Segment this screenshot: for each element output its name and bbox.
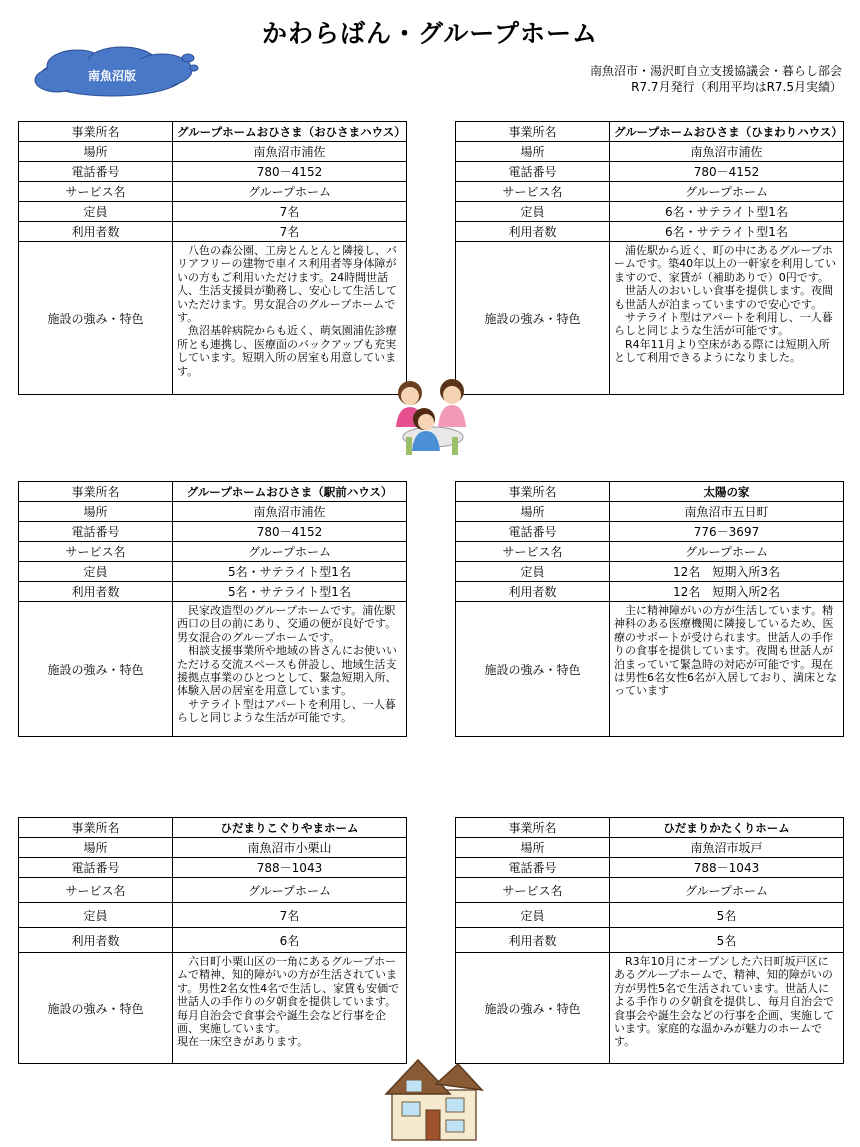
facility-card-4 xyxy=(455,481,844,737)
facility-users: 6名 xyxy=(173,928,407,953)
facility-features: 浦佐駅から近く、町の中にあるグループホームです。築40年以上の一軒家を利用していますので、家賃が（補助ありで）0円です。 世話人のおいしい食事を提供します。夜間も世話人が泊まっていますので安心です。 サテライト型はアパートを利用し、一人暮らしと同じような生活が可能です。 R4年11月より空床がある際には短期入所として利用できるようになりました。 xyxy=(610,242,844,395)
facility-users: 12名 短期入所2名 xyxy=(610,582,844,602)
facility-location: 南魚沼市坂戸 xyxy=(610,838,844,858)
label-service: サービス名 xyxy=(456,542,610,562)
label-users: 利用者数 xyxy=(19,222,173,242)
label-name: 事業所名 xyxy=(456,818,610,838)
facility-service: グループホーム xyxy=(173,542,407,562)
label-users: 利用者数 xyxy=(19,928,173,953)
facility-users: 5名 xyxy=(610,928,844,953)
label-phone: 電話番号 xyxy=(456,858,610,878)
publisher-info xyxy=(590,63,842,95)
facility-location: 南魚沼市小栗山 xyxy=(173,838,407,858)
label-capacity: 定員 xyxy=(19,562,173,582)
label-features: 施設の強み・特色 xyxy=(456,953,610,1064)
label-location: 場所 xyxy=(19,838,173,858)
label-phone: 電話番号 xyxy=(19,162,173,182)
facility-features: R3年10月にオープンした六日町坂戸区にあるグループホームで、精神、知的障がいの方が男性5名で生活されています。世話人による手作りの夕朝食を提供し、毎月自治会で食事会や誕生会などの行事を企画、実施しています。家庭的な温かみが魅力のホームです。 xyxy=(610,953,844,1064)
facility-name: 太陽の家 xyxy=(610,482,844,502)
label-capacity: 定員 xyxy=(456,903,610,928)
facility-card-2 xyxy=(455,121,844,395)
label-location: 場所 xyxy=(19,142,173,162)
facility-service: グループホーム xyxy=(610,878,844,903)
label-features: 施設の強み・特色 xyxy=(19,953,173,1064)
label-phone: 電話番号 xyxy=(456,522,610,542)
label-location: 場所 xyxy=(456,142,610,162)
facility-phone: 776－3697 xyxy=(610,522,844,542)
facility-service: グループホーム xyxy=(173,878,407,903)
label-name: 事業所名 xyxy=(456,482,610,502)
facility-service: グループホーム xyxy=(610,182,844,202)
facility-capacity: 5名・サテライト型1名 xyxy=(173,562,407,582)
label-service: サービス名 xyxy=(456,182,610,202)
label-name: 事業所名 xyxy=(456,122,610,142)
facility-name: ひだまりかたくりホーム xyxy=(610,818,844,838)
label-features: 施設の強み・特色 xyxy=(456,242,610,395)
label-name: 事業所名 xyxy=(19,122,173,142)
facility-name: ひだまりこぐりやまホーム xyxy=(173,818,407,838)
facility-capacity: 7名 xyxy=(173,202,407,222)
publisher-org: 南魚沼市・湯沢町自立支援協議会・暮らし部会 xyxy=(589,64,842,78)
facility-name: グループホームおひさま（おひさまハウス） xyxy=(173,122,407,142)
facility-phone: 780－4152 xyxy=(173,162,407,182)
facility-name: グループホームおひさま（ひまわりハウス） xyxy=(610,122,844,142)
label-features: 施設の強み・特色 xyxy=(19,242,173,395)
facility-features: 民家改造型のグループホームです。浦佐駅西口の目の前にあり、交通の便が良好です。男女混合のグループホームです。 相談支援事業所や地域の皆さんにお使いいただける交流スペースも併設し、地域生活支援拠点事業のひとつとして、緊急短期入所、体験入居の居室を用意しています。 サテライト型はアパートを利用し、一人暮らしと同じような生活が可能です。 xyxy=(173,602,407,737)
label-name: 事業所名 xyxy=(19,482,173,502)
facility-phone: 788－1043 xyxy=(610,858,844,878)
label-users: 利用者数 xyxy=(456,582,610,602)
facility-service: グループホーム xyxy=(610,542,844,562)
label-service: サービス名 xyxy=(456,878,610,903)
label-users: 利用者数 xyxy=(456,928,610,953)
facility-phone: 780－4152 xyxy=(610,162,844,182)
label-users: 利用者数 xyxy=(19,582,173,602)
facility-location: 南魚沼市浦佐 xyxy=(610,142,844,162)
label-features: 施設の強み・特色 xyxy=(456,602,610,737)
facility-card-5 xyxy=(18,817,407,1064)
facility-features: 六日町小栗山区の一角にあるグループホームで精神、知的障がいの方が生活されています。男性2名女性4名で生活し、家賃も安価で世話人の手作りの夕朝食を提供しています。毎月自治会で食事会や誕生会など行事を企画、実施しています。 現在一床空きがあります。 xyxy=(173,953,407,1064)
facility-phone: 780－4152 xyxy=(173,522,407,542)
label-service: サービス名 xyxy=(19,542,173,562)
facility-phone: 788－1043 xyxy=(173,858,407,878)
label-capacity: 定員 xyxy=(456,202,610,222)
facility-users: 7名 xyxy=(173,222,407,242)
label-phone: 電話番号 xyxy=(19,858,173,878)
facility-users: 6名・サテライト型1名 xyxy=(610,222,844,242)
label-users: 利用者数 xyxy=(456,222,610,242)
label-phone: 電話番号 xyxy=(456,162,610,182)
label-phone: 電話番号 xyxy=(19,522,173,542)
region-badge: 南魚沼版 xyxy=(87,69,136,83)
label-name: 事業所名 xyxy=(19,818,173,838)
house-illustration xyxy=(384,1050,484,1142)
label-features: 施設の強み・特色 xyxy=(19,602,173,737)
facility-service: グループホーム xyxy=(173,182,407,202)
facility-name: グループホームおひさま（駅前ハウス） xyxy=(173,482,407,502)
facility-card-1 xyxy=(18,121,407,395)
facility-features: 八色の森公園、工房とんとんと隣接し、バリアフリーの建物で車イス利用者等身体障がいの方もご利用いただけます。24時間世話人、生活支援員が勤務し、安心して生活していただけます。男女混合のグループホームです。 魚沼基幹病院からも近く、萌気園浦佐診療所とも連携し、医療面のバックアップも充実しています。短期入所の居室も用意しています。 xyxy=(173,242,407,395)
facility-users: 5名・サテライト型1名 xyxy=(173,582,407,602)
label-capacity: 定員 xyxy=(456,562,610,582)
facility-location: 南魚沼市浦佐 xyxy=(173,502,407,522)
label-service: サービス名 xyxy=(19,878,173,903)
people-illustration xyxy=(388,375,478,457)
page-title: かわらばん・グループホーム xyxy=(261,19,598,48)
facility-location: 南魚沼市浦佐 xyxy=(173,142,407,162)
facility-capacity: 6名・サテライト型1名 xyxy=(610,202,844,222)
label-location: 場所 xyxy=(19,502,173,522)
facility-capacity: 7名 xyxy=(173,903,407,928)
facility-card-6 xyxy=(455,817,844,1064)
label-location: 場所 xyxy=(456,502,610,522)
label-capacity: 定員 xyxy=(19,903,173,928)
facility-features: 主に精神障がいの方が生活しています。精神科のある医療機関に隣接しているため、医療のサポートが受けられます。世話人の手作りの食事を提供しています。夜間も世話人が泊まっていて緊急時の対応が可能です。現在は男性6名女性6名が入居しており、満床となっています xyxy=(610,602,844,737)
publisher-date: R7.7月発行（利用平均はR7.5月実績） xyxy=(631,80,842,94)
label-capacity: 定員 xyxy=(19,202,173,222)
facility-location: 南魚沼市五日町 xyxy=(610,502,844,522)
label-location: 場所 xyxy=(456,838,610,858)
facility-capacity: 12名 短期入所3名 xyxy=(610,562,844,582)
label-service: サービス名 xyxy=(19,182,173,202)
facility-card-3 xyxy=(18,481,407,737)
facility-capacity: 5名 xyxy=(610,903,844,928)
